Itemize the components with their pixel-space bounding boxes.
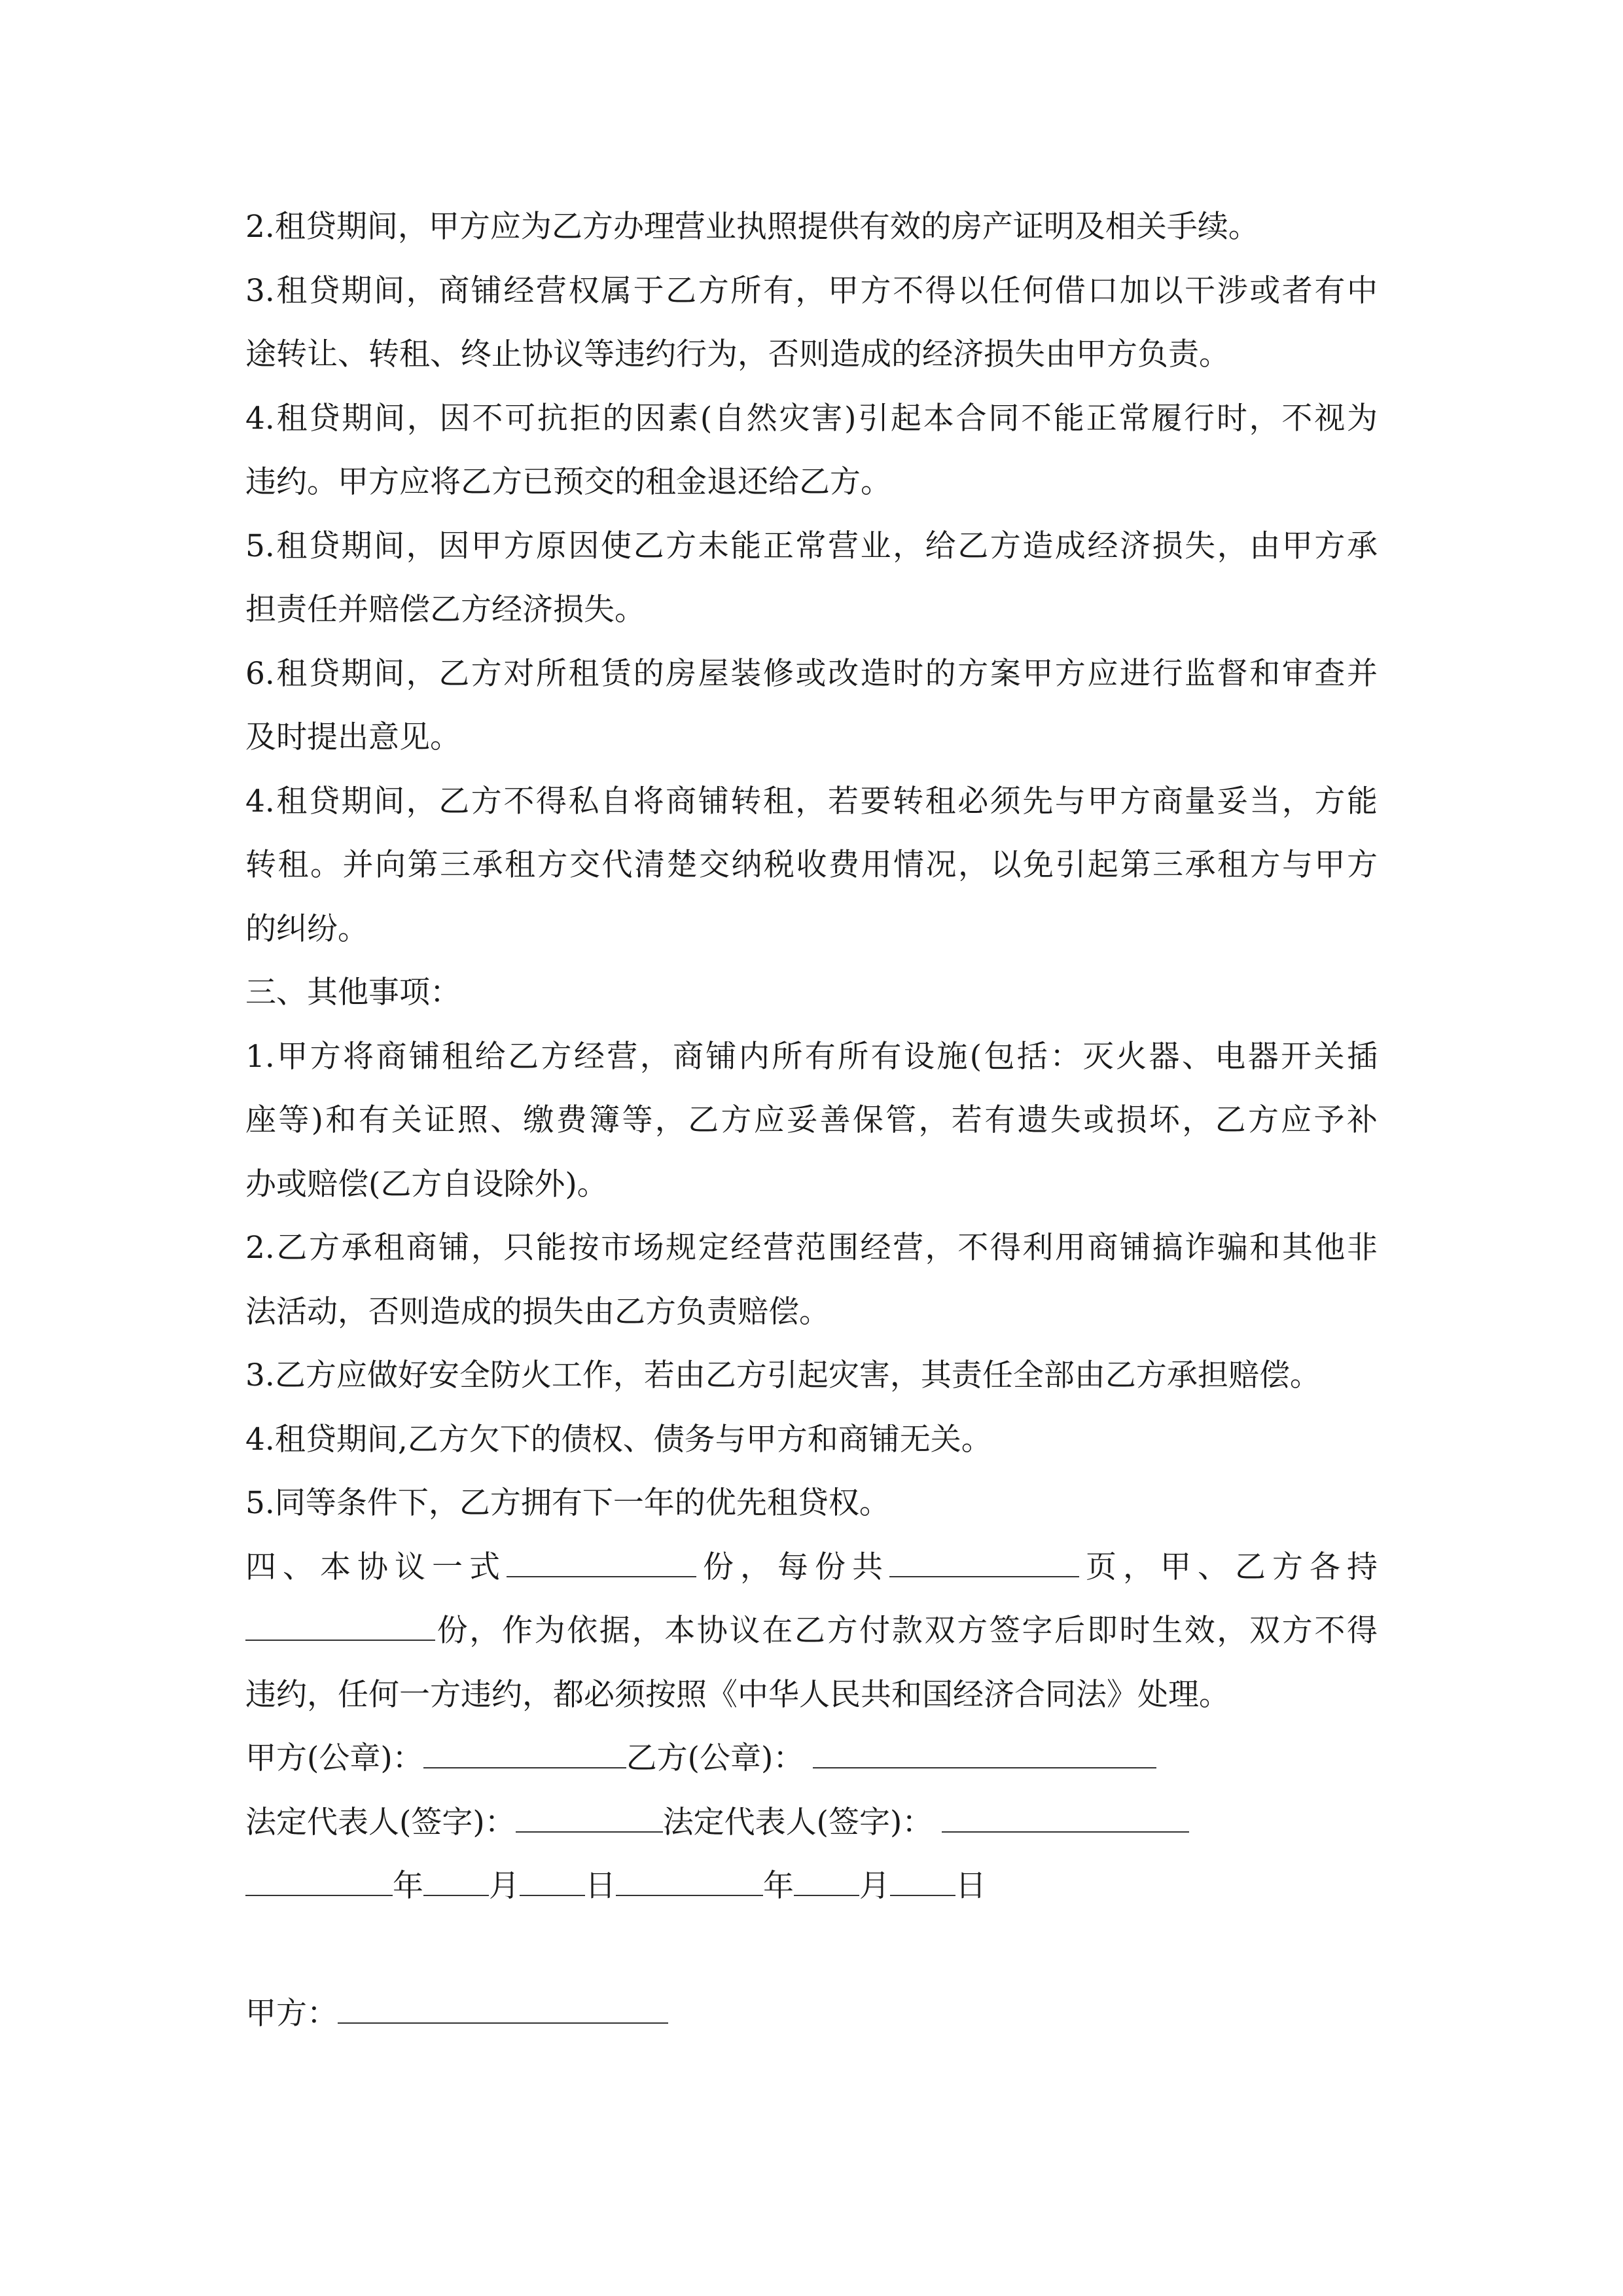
document-body [245, 195, 1378, 2046]
clause-line: 2.乙方承租商铺，只能按市场规定经营范围经营，不得利用商铺搞诈骗和其他非 [245, 1230, 1378, 1266]
clause-line: 4.租贷期间,乙方欠下的债权、债务与甲方和商铺无关。 [245, 1421, 992, 1458]
clause-line: 及时提出意见。 [245, 719, 461, 755]
clause-line: 办或赔偿(乙方自设除外)。 [245, 1166, 608, 1202]
clause-line: 4.租贷期间，因不可抗拒的因素(自然灾害)引起本合同不能正常履行时，不视为 [245, 400, 1378, 437]
clause-line: 担责任并赔偿乙方经济损失。 [245, 592, 645, 628]
section-heading: 三、其他事项： [245, 975, 461, 1011]
legal-rep-b-blank[interactable] [942, 1803, 1189, 1832]
party-b-seal-label: 乙方(公章)： [626, 1740, 804, 1776]
each-holds-blank[interactable] [245, 1612, 435, 1641]
clause-line: 法活动，否则造成的损失由乙方负责赔偿。 [245, 1293, 830, 1330]
clause-line: 3.租贷期间，商铺经营权属于乙方所有，甲方不得以任何借口加以干涉或者有中 [245, 272, 1378, 309]
clause-line: 2.租贷期间，甲方应为乙方办理营业执照提供有效的房产证明及相关手续。 [245, 209, 1259, 245]
day-blank-a[interactable] [520, 1867, 585, 1896]
clause-line: 3.乙方应做好安全防火工作，若由乙方引起灾害，其责任全部由乙方承担赔偿。 [245, 1357, 1321, 1393]
seal-line [245, 1727, 1378, 1791]
section4-text: 份，每份共 [696, 1549, 889, 1585]
legal-rep-b-label: 法定代表人(签字)： [662, 1804, 933, 1840]
pages-blank[interactable] [889, 1548, 1079, 1577]
year-label: 年 [763, 1868, 794, 1904]
section4-text: 页，甲、乙方各持 [1079, 1549, 1378, 1585]
clause-line: 5.租贷期间，因甲方原因使乙方未能正常营业，给乙方造成经济损失，由甲方承 [245, 528, 1378, 564]
clause-line: 的纠纷。 [245, 910, 368, 947]
clause-line: 违约。甲方应将乙方已预交的租金退还给乙方。 [245, 464, 891, 500]
clause-line: 4.租贷期间，乙方不得私自将商铺转租，若要转租必须先与甲方商量妥当，方能 [245, 783, 1378, 819]
party-a-line [245, 1982, 1378, 2046]
legal-rep-line [245, 1791, 1378, 1855]
section4-text: 份，作为依据，本协议在乙方付款双方签字后即时生效，双方不得 [435, 1613, 1378, 1649]
section4-line-3: 违约，任何一方违约，都必须按照《中华人民共和国经济合同法》处理。 [245, 1676, 1230, 1713]
copies-blank[interactable] [507, 1548, 696, 1577]
day-label: 日 [585, 1868, 616, 1904]
clause-line: 1.甲方将商铺租给乙方经营，商铺内所有所有设施(包括：灭火器、电器开关插 [245, 1038, 1378, 1075]
party-a-seal-blank[interactable] [423, 1740, 626, 1768]
day-label: 日 [955, 1868, 986, 1904]
month-label: 月 [859, 1868, 890, 1904]
section4-line-1 [245, 1535, 1378, 1600]
day-blank-b[interactable] [890, 1867, 955, 1896]
year-label: 年 [393, 1868, 423, 1904]
legal-rep-a-blank[interactable] [516, 1803, 663, 1832]
spacer [245, 1918, 1378, 1982]
month-blank-a[interactable] [423, 1867, 489, 1896]
year-blank-b[interactable] [616, 1867, 763, 1896]
clause-line: 6.租贷期间，乙方对所租赁的房屋装修或改造时的方案甲方应进行监督和审查并 [245, 655, 1378, 692]
party-a-blank[interactable] [338, 1995, 668, 2024]
party-b-seal-blank[interactable] [813, 1740, 1156, 1768]
party-a-seal-label: 甲方(公章)： [245, 1740, 423, 1776]
date-line [245, 1854, 1378, 1918]
section4-line-2 [245, 1599, 1378, 1663]
clause-line: 座等)和有关证照、缴费簿等，乙方应妥善保管，若有遗失或损坏，乙方应予补 [245, 1102, 1378, 1138]
clause-line: 5.同等条件下，乙方拥有下一年的优先租贷权。 [245, 1485, 890, 1521]
month-blank-b[interactable] [794, 1867, 859, 1896]
month-label: 月 [489, 1868, 520, 1904]
clause-line: 转租。并向第三承租方交代清楚交纳税收费用情况，以免引起第三承租方与甲方 [245, 847, 1378, 883]
clause-line: 途转让、转租、终止协议等违约行为，否则造成的经济损失由甲方负责。 [245, 336, 1230, 372]
section4-text: 四、本协议一式 [245, 1549, 507, 1585]
year-blank-a[interactable] [245, 1867, 393, 1896]
legal-rep-a-label: 法定代表人(签字)： [245, 1804, 516, 1840]
party-a-label: 甲方： [245, 1996, 338, 2032]
